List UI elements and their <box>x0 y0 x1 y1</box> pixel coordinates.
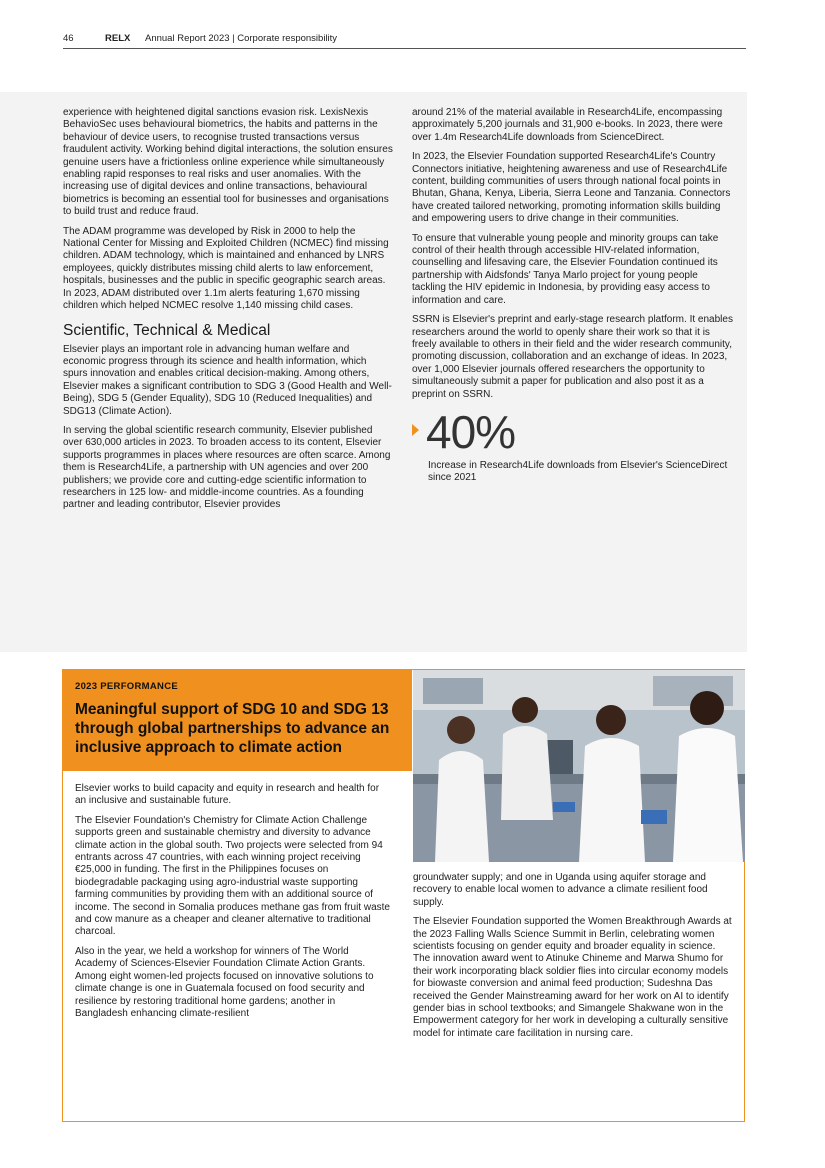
performance-title: Meaningful support of SDG 10 and SDG 13 through global partnerships to advance an inclusive approach to climate action <box>75 701 390 756</box>
paragraph: To ensure that vulnerable young people and minority groups can take control of their health through accessible HIV-related information, counselling and lifesaving care, the Elsevier Foundation continued its partnership with Aidsfonds' Tanya Marlo project for young people tackling the HIV epidemic in Indonesia, by providing easy access to information and care. <box>412 232 719 306</box>
section-title: Annual Report 2023 | Corporate responsibility <box>145 33 338 44</box>
left-column <box>63 107 393 519</box>
paragraph: In serving the global scientific research community, Elsevier published over 630,000 articles in 2023. To broaden access to its content, Elsevier supports programmes in places where resources are often scarce. Among them is Research4Life, a partnership with UN agencies and over 200 publishers; we provide core and cutting-edge scientific information to researchers in 125 low- and middle-income countries. As a founding partner and leading contributor, Elsevier provides <box>63 424 391 511</box>
stat-caption: Increase in Research4Life downloads from Elsevier's ScienceDirect since 2021 <box>428 459 728 484</box>
lab-photo <box>413 670 745 862</box>
arrow-icon <box>412 424 419 436</box>
performance-right-column <box>413 872 735 1047</box>
paragraph: The Elsevier Foundation's Chemistry for Climate Action Challenge supports green and sustainable chemistry and diversity to advance climate action in the global south. Two projects were selected from 94 entrants across 47 countries, with each winning project receiving €25,000 in funding. The first in the Philippines focuses on biodegradable packaging using agro-industrial waste supporting farming communities by providing them with an additional source of income. The second in Somalia produces methane gas from fruit waste and cow manure as a cheaper and cleaner alternative to traditional charcoal. <box>75 814 390 938</box>
paragraph: Also in the year, we held a workshop for winners of The World Academy of Sciences-Elsevier Foundation Climate Action Grants. Among eight women-led projects focused on innovative solutions to climate change is one in Guatemala focused on food security and resilience by restoring traditional home gardens; another in Bangladesh enhancing climate-resilient <box>75 945 374 1019</box>
paragraph: In 2023, the Elsevier Foundation supported Research4Life's Country Connectors initiative, heightening awareness and use of Research4Life content, building communities of users through national focal points in Bhutan, Ghana, Kenya, Liberia, Sierra Leone and Tanzania. Connectors have created tailored networking, promoting information skills building and empowering users to drive change in their communities. <box>412 151 731 225</box>
section-heading: Scientific, Technical & Medical <box>63 321 271 339</box>
performance-header <box>63 670 412 771</box>
paragraph: around 21% of the material available in Research4Life, encompassing approximately 5,200 journals and 31,900 e-books. In 2023, there were over 1.4m Research4Life downloads from ScienceDirect. <box>412 107 723 143</box>
page-number: 46 <box>63 33 74 44</box>
paragraph: SSRN is Elsevier's preprint and early-stage research platform. It enables researchers around the world to openly share their work so that it is freely available to others in their field and the wider research community, promoting discussion, collaboration and an exchange of ideas. In 2023, over 1,000 Elsevier journals offered researchers the opportunity to simultaneously submit a paper for publication and also post it as a preprint on SSRN. <box>412 314 733 400</box>
page-header <box>63 30 746 49</box>
paragraph: experience with heightened digital sanctions evasion risk. LexisNexis BehavioSec uses behavioural biometrics, the habits and patterns in the behaviour of device users, to recognise trusted transactions versus fraudulent activity. Working behind digital interactions, the solution ensures genuine users have a frictionless online experience while simultaneously enabling rapid responses to real risks and user anomalies. With the increasing use of digital devices and online transactions, behavioural biometrics is becoming an essential tool for businesses and organisations to build trust and reduce fraud. <box>63 107 393 218</box>
brand-name: RELX <box>105 33 131 44</box>
paragraph: The Elsevier Foundation supported the Women Breakthrough Awards at the 2023 Falling Walls Science Summit in Berlin, celebrating women scientists focusing on gender equity and broader equality in science. The innovation award went to Atinuke Chineme and Marwa Shumo for their work incorporating black soldier flies into circular economy models for biowaste conversion and animal feed production; Sudeshna Das received the Gender Mainstreaming award for her work on AI to identify gender bias in school textbooks; and Simangele Shakwane won in the Empowerment category for her work in developing a culturally sensitive model for intimate care facilitation in nursing care. <box>413 916 732 1039</box>
stat-value: 40% <box>426 405 516 458</box>
lab-scientists-image <box>413 670 745 862</box>
paragraph: Elsevier works to build capacity and equity in research and health for an inclusive and sustainable future. <box>75 783 380 807</box>
paragraph: The ADAM programme was developed by Risk in 2000 to help the National Center for Missing and Exploited Children (NCMEC) find missing children. ADAM technology, which is maintained and enhanced by LNRS employees, quickly distributes missing child alerts to law enforcement, hospitals, businesses and the public in specific geographic search areas. In 2023, ADAM distributed over 1.1m alerts featuring 1,670 missing children which helped NCMEC resolve 1,140 missing child cases. <box>63 225 389 312</box>
right-column <box>412 107 734 485</box>
performance-box <box>62 669 745 1122</box>
key-stat <box>412 405 734 485</box>
paragraph: Elsevier plays an important role in advancing human welfare and economic progress through its science and health information, which spurs innovation and enables critical decision-making. Among others, Elsevier makes a significant contribution to SDG 3 (Good Health and Well-Being), SDG 5 (Gender Equality), SDG 10 (Reduced Inequalities) and SDG13 (Climate Action). <box>63 343 392 417</box>
performance-left-column <box>75 783 390 1027</box>
paragraph: groundwater supply; and one in Uganda using aquifer storage and recovery to enable local women to advance a climate resilient food supply. <box>413 872 708 908</box>
performance-tag: 2023 PERFORMANCE <box>75 681 178 692</box>
